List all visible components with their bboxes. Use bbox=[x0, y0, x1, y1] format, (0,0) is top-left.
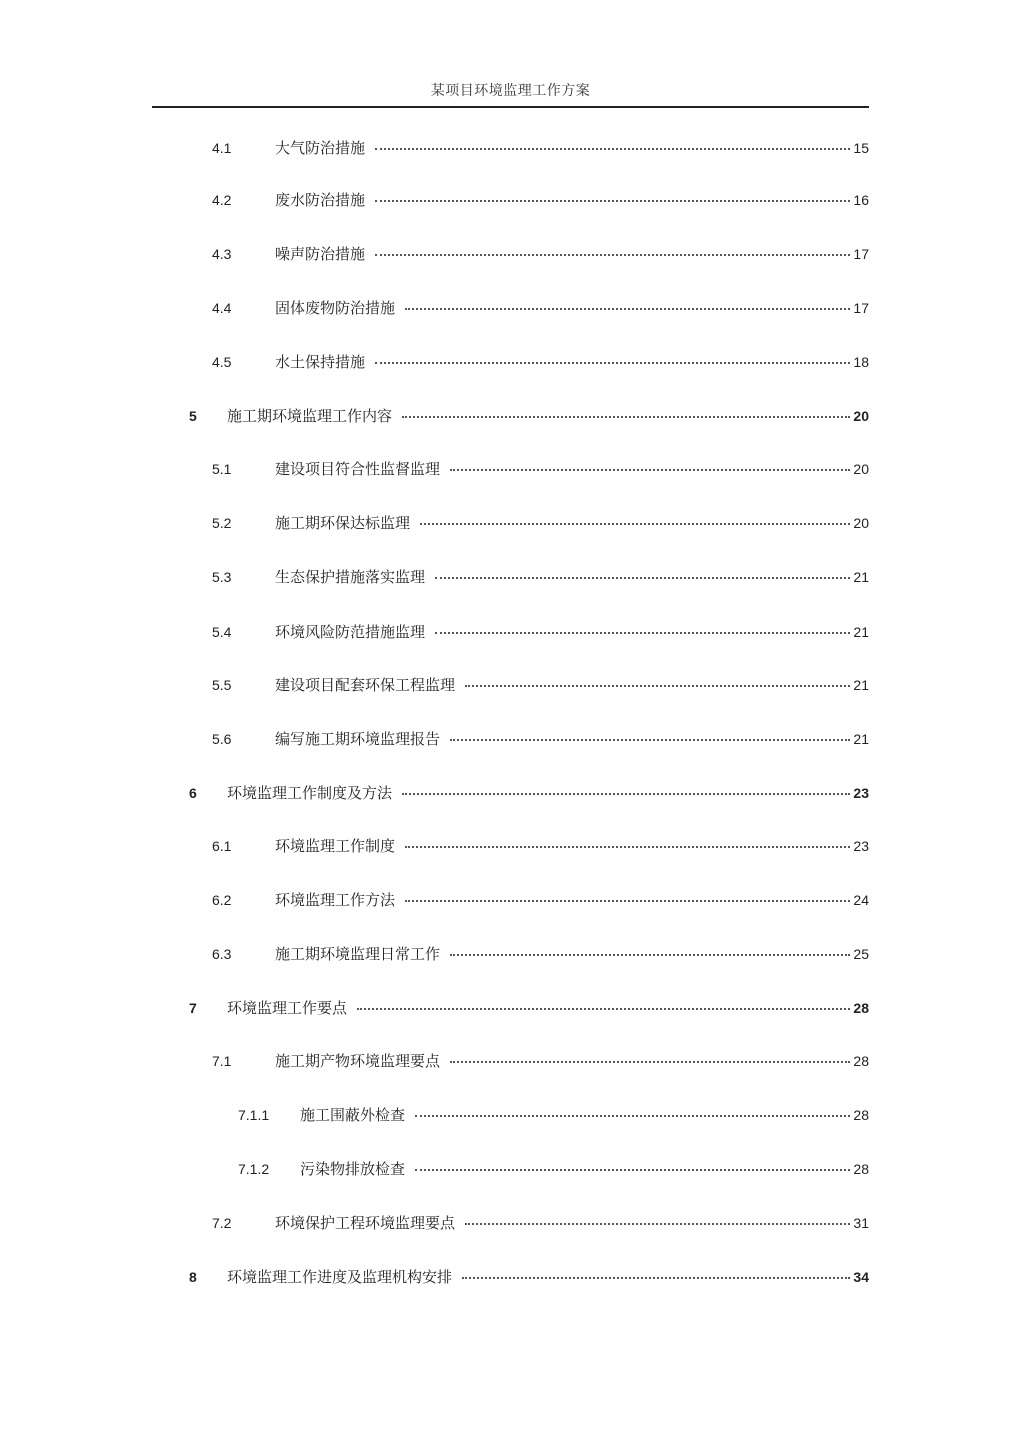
toc-entry-number: 6.2 bbox=[212, 892, 232, 908]
toc-dot-leader bbox=[450, 739, 850, 741]
toc-entry-number: 7.1.2 bbox=[238, 1161, 270, 1177]
toc-dot-leader bbox=[420, 523, 850, 525]
toc-entry-page: 24 bbox=[853, 892, 869, 908]
toc-dot-leader bbox=[375, 362, 850, 364]
toc-entry-page: 15 bbox=[853, 140, 869, 156]
toc-entry-4-1[interactable] bbox=[212, 136, 869, 160]
toc-entry-5-3[interactable] bbox=[212, 565, 869, 589]
toc-dot-leader bbox=[435, 577, 850, 579]
toc-entry-5-5[interactable] bbox=[212, 673, 869, 697]
toc-entry-title: 污染物排放检查 bbox=[300, 1160, 406, 1178]
toc-entry-page: 21 bbox=[853, 731, 869, 747]
toc-entry-page: 23 bbox=[853, 838, 869, 854]
toc-entry-5[interactable] bbox=[189, 404, 869, 428]
toc-dot-leader bbox=[435, 632, 850, 634]
toc-entry-number: 5.3 bbox=[212, 569, 232, 585]
toc-entry-title: 环境监理工作方法 bbox=[275, 891, 396, 909]
toc-entry-page: 18 bbox=[853, 354, 869, 370]
toc-entry-title: 编写施工期环境监理报告 bbox=[275, 730, 441, 748]
toc-entry-4-4[interactable] bbox=[212, 296, 869, 320]
toc-dot-leader bbox=[405, 846, 850, 848]
toc-entry-title: 建设项目符合性监督监理 bbox=[275, 460, 441, 478]
toc-entry-number: 4.1 bbox=[212, 140, 232, 156]
toc-entry-page: 21 bbox=[853, 624, 869, 640]
toc-entry-6-2[interactable] bbox=[212, 888, 869, 912]
toc-entry-7-1-2[interactable] bbox=[238, 1157, 869, 1181]
toc-entry-4-2[interactable] bbox=[212, 188, 869, 212]
toc-entry-4-3[interactable] bbox=[212, 242, 869, 266]
toc-dot-leader bbox=[465, 685, 850, 687]
toc-entry-5-1[interactable] bbox=[212, 457, 869, 481]
toc-entry-number: 7.2 bbox=[212, 1215, 232, 1231]
toc-entry-number: 5.6 bbox=[212, 731, 232, 747]
toc-dot-leader bbox=[415, 1169, 850, 1171]
toc-entry-number: 5 bbox=[189, 408, 197, 424]
toc-entry-6-3[interactable] bbox=[212, 942, 869, 966]
toc-entry-page: 28 bbox=[853, 1107, 869, 1123]
toc-entry-page: 34 bbox=[853, 1269, 869, 1285]
toc-entry-page: 25 bbox=[853, 946, 869, 962]
toc-entry-number: 5.2 bbox=[212, 515, 232, 531]
toc-dot-leader bbox=[375, 148, 850, 150]
toc-dot-leader bbox=[405, 900, 850, 902]
toc-entry-title: 水土保持措施 bbox=[275, 353, 366, 371]
toc-entry-page: 23 bbox=[853, 785, 869, 801]
toc-dot-leader bbox=[465, 1223, 850, 1225]
toc-dot-leader bbox=[357, 1008, 850, 1010]
page-header-title: 某项目环境监理工作方案 bbox=[430, 83, 591, 99]
toc-entry-number: 4.4 bbox=[212, 300, 232, 316]
toc-entry-page: 31 bbox=[853, 1215, 869, 1231]
toc-entry-page: 20 bbox=[853, 408, 869, 424]
toc-entry-page: 17 bbox=[853, 300, 869, 316]
toc-entry-7[interactable] bbox=[189, 996, 869, 1020]
toc-dot-leader bbox=[405, 308, 850, 310]
toc-entry-6[interactable] bbox=[189, 781, 869, 805]
toc-entry-title: 废水防治措施 bbox=[275, 191, 366, 209]
toc-dot-leader bbox=[375, 254, 850, 256]
toc-entry-5-2[interactable] bbox=[212, 511, 869, 535]
toc-entry-number: 5.4 bbox=[212, 624, 232, 640]
toc-entry-number: 6.1 bbox=[212, 838, 232, 854]
toc-entry-page: 16 bbox=[853, 192, 869, 208]
toc-entry-page: 21 bbox=[853, 569, 869, 585]
toc-dot-leader bbox=[450, 1061, 850, 1063]
toc-entry-page: 17 bbox=[853, 246, 869, 262]
toc-entry-title: 环境保护工程环境监理要点 bbox=[275, 1214, 456, 1232]
toc-dot-leader bbox=[462, 1277, 850, 1279]
toc-entry-title: 环境监理工作进度及监理机构安排 bbox=[227, 1268, 453, 1286]
toc-entry-title: 生态保护措施落实监理 bbox=[275, 568, 426, 586]
toc-entry-title: 大气防治措施 bbox=[275, 139, 366, 157]
toc-entry-number: 7.1.1 bbox=[238, 1107, 270, 1123]
toc-entry-title: 环境监理工作要点 bbox=[227, 999, 348, 1017]
toc-entry-4-5[interactable] bbox=[212, 350, 869, 374]
toc-entry-title: 建设项目配套环保工程监理 bbox=[275, 676, 456, 694]
toc-entry-page: 28 bbox=[853, 1000, 869, 1016]
toc-entry-title: 环境风险防范措施监理 bbox=[275, 623, 426, 641]
toc-entry-page: 28 bbox=[853, 1161, 869, 1177]
toc-entry-7-1[interactable] bbox=[212, 1049, 869, 1073]
toc-dot-leader bbox=[402, 416, 850, 418]
toc-entry-number: 4.2 bbox=[212, 192, 232, 208]
toc-entry-title: 施工期环保达标监理 bbox=[275, 514, 411, 532]
toc-entry-number: 5.1 bbox=[212, 461, 232, 477]
toc-entry-title: 噪声防治措施 bbox=[275, 245, 366, 263]
toc-entry-number: 4.5 bbox=[212, 354, 232, 370]
toc-dot-leader bbox=[415, 1115, 850, 1117]
toc-entry-title: 施工期产物环境监理要点 bbox=[275, 1052, 441, 1070]
toc-dot-leader bbox=[375, 200, 850, 202]
toc-entry-number: 6.3 bbox=[212, 946, 232, 962]
toc-entry-title: 施工期环境监理日常工作 bbox=[275, 945, 441, 963]
toc-entry-number: 5.5 bbox=[212, 677, 232, 693]
toc-entry-6-1[interactable] bbox=[212, 834, 869, 858]
toc-entry-number: 8 bbox=[189, 1269, 197, 1285]
toc-entry-7-1-1[interactable] bbox=[238, 1103, 869, 1127]
toc-entry-title: 环境监理工作制度 bbox=[275, 837, 396, 855]
toc-entry-8[interactable] bbox=[189, 1265, 869, 1289]
toc-entry-number: 7 bbox=[189, 1000, 197, 1016]
toc-entry-title: 环境监理工作制度及方法 bbox=[227, 784, 393, 802]
toc-entry-number: 6 bbox=[189, 785, 197, 801]
toc-entry-page: 20 bbox=[853, 461, 869, 477]
toc-entry-5-6[interactable] bbox=[212, 727, 869, 751]
toc-entry-5-4[interactable] bbox=[212, 620, 869, 644]
toc-entry-title: 施工围蔽外检查 bbox=[300, 1106, 406, 1124]
toc-entry-title: 固体废物防治措施 bbox=[275, 299, 396, 317]
toc-dot-leader bbox=[402, 793, 850, 795]
toc-entry-page: 21 bbox=[853, 677, 869, 693]
toc-entry-page: 28 bbox=[853, 1053, 869, 1069]
toc-entry-7-2[interactable] bbox=[212, 1211, 869, 1235]
toc-entry-title: 施工期环境监理工作内容 bbox=[227, 407, 393, 425]
toc-entry-number: 4.3 bbox=[212, 246, 232, 262]
toc-dot-leader bbox=[450, 954, 850, 956]
toc-entry-number: 7.1 bbox=[212, 1053, 232, 1069]
toc-dot-leader bbox=[450, 469, 850, 471]
toc-entry-page: 20 bbox=[853, 515, 869, 531]
